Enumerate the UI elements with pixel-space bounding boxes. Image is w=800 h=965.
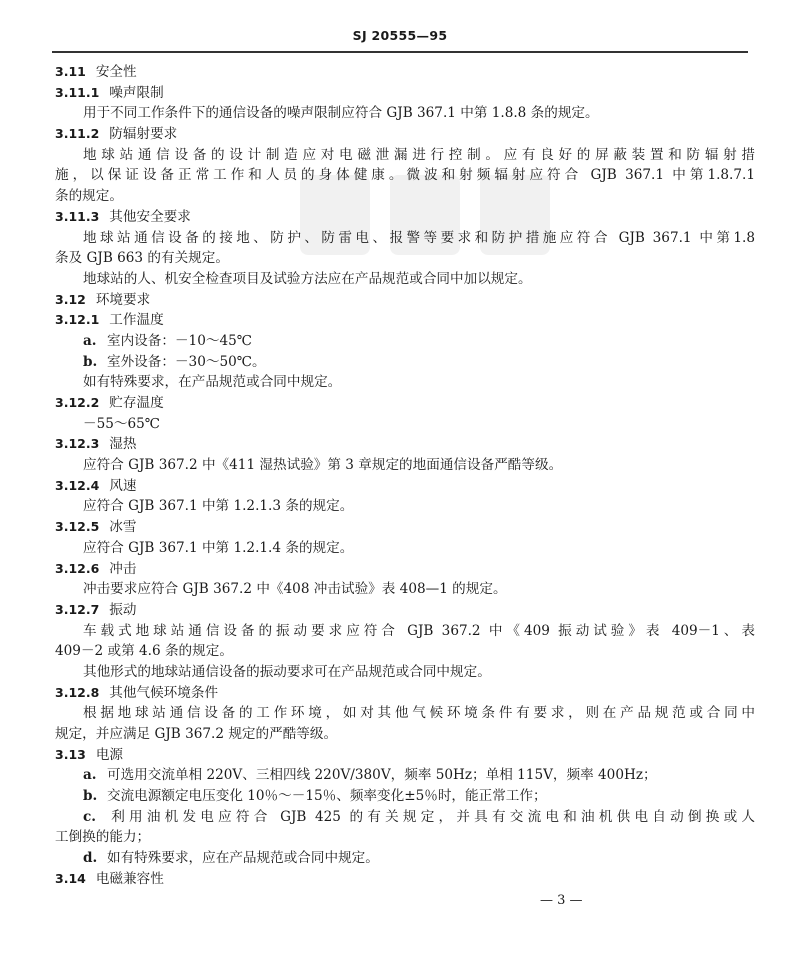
section-number: 3.14 [55,870,86,886]
section-number: 3.12.1 [55,312,100,328]
section-title: 湿热 [109,436,137,453]
paragraph: 根据地球站通信设备的工作环境，如对其他气候环境条件有要求，则在产品规范或合同中 [83,705,755,722]
section-number: 3.13 [55,746,86,762]
section-heading [55,559,755,580]
section-heading [55,393,755,414]
paragraph-continuation: 施，以保证设备正常工作和人员的身体健康。微波和射频辐射应符合 GJB 367.1 中第1.8.7.1 [55,167,755,184]
list-item [55,765,755,786]
document-header-code: SJ 20555—95 [352,28,448,43]
paragraph: 应符合 GJB 367.1 中第 1.2.1.4 条的规定。 [83,539,354,556]
list-item-text: 室内设备：－10～45℃ [107,332,252,349]
section-title: 环境要求 [95,291,151,308]
section-heading [55,310,755,331]
page-number: — 3 — [540,893,583,908]
list-item-text: 如有特殊要求，应在产品规范或合同中规定。 [107,850,379,867]
list-item-text: 室外设备：－30～50℃。 [107,353,266,370]
section-title: 工作温度 [109,312,164,329]
paragraph-continuation: 工倒换的能力； [55,829,151,846]
list-item [55,848,755,869]
list-item-text: 利用油机发电应符合 GJB 425 的有关规定，并具有交流电和油机供电自动倒换或人 [107,808,755,825]
section-title: 冲击 [109,560,137,577]
list-item [55,807,755,828]
list-item-text: 交流电源额定电压变化 10％～－15％、频率变化±5％时，能正常工作； [107,788,547,805]
list-item [55,331,755,352]
section-heading [55,83,755,104]
list-item-text: 可选用交流单相 220V、三相四线 220V/380V，频率 50Hz；单相 115V，频率 400Hz； [107,767,657,784]
section-title: 其他安全要求 [109,208,191,225]
paragraph: －55～65℃ [83,415,160,432]
section-heading [55,124,755,145]
section-number: 3.11 [55,64,86,79]
section-number: 3.12.7 [55,601,100,617]
section-title: 冰雪 [109,519,137,536]
section-title: 风速 [109,477,137,494]
paragraph: 地球站通信设备的接地、防护、防雷电、报警等要求和防护措施应符合 GJB 367.1 中第1.8 [83,229,755,246]
section-number: 3.11.2 [55,126,100,142]
section-title: 电源 [95,746,124,763]
section-title: 防辐射要求 [109,126,178,143]
section-title: 振动 [109,601,137,618]
section-number: 3.12.3 [55,436,100,452]
paragraph: 如有特殊要求，在产品规范或合同中规定。 [83,374,342,391]
section-heading [55,683,755,704]
section-heading [55,476,755,497]
paragraph-continuation: 条及 GJB 663 的有关规定。 [55,250,229,267]
section-title: 其他气候环境条件 [109,684,219,701]
list-item-label: c. [83,808,97,825]
paragraph: 冲击要求应符合 GJB 367.2 中《408 冲击试验》表 408—1 的规定。 [83,581,507,598]
header-rule [52,51,748,53]
section-number: 3.11.1 [55,84,100,100]
paragraph-continuation: 409－2 或第 4.6 条的规定。 [55,643,233,660]
section-heading [55,290,755,311]
section-number: 3.11.3 [55,208,100,224]
paragraph: 地球站的人、机安全检查项目及试验方法应在产品规范或合同中加以规定。 [83,270,532,287]
section-title: 噪声限制 [109,84,164,101]
list-item [55,786,755,807]
list-item [55,352,755,373]
section-number: 3.12.8 [55,684,100,700]
section-heading [55,207,755,228]
paragraph: 其他形式的地球站通信设备的振动要求可在产品规范或合同中规定。 [83,663,491,680]
section-number: 3.12.2 [55,395,100,410]
paragraph-continuation: 条的规定。 [55,188,123,205]
list-item-label: b. [83,353,98,370]
section-heading [55,600,755,621]
list-item-label: a. [83,332,97,349]
document-body [55,62,755,890]
section-number: 3.12.5 [55,519,100,535]
paragraph: 车载式地球站通信设备的振动要求应符合 GJB 367.2 中《409 振动试验》表 409－1、表 [83,622,755,639]
section-number: 3.12.6 [55,560,100,576]
section-title: 安全性 [95,64,137,80]
section-number: 3.12.4 [55,477,100,493]
paragraph-continuation: 规定，并应满足 GJB 367.2 规定的严酷等级。 [55,726,338,742]
paragraph: 应符合 GJB 367.1 中第 1.2.1.3 条的规定。 [83,498,354,515]
section-heading [55,62,755,83]
section-number: 3.12 [55,291,86,307]
list-item-label: d. [83,850,98,867]
paragraph: 地球站通信设备的设计制造应对电磁泄漏进行控制。应有良好的屏蔽装置和防辐射措 [83,146,755,163]
paragraph: 用于不同工作条件下的通信设备的噪声限制应符合 GJB 367.1 中第 1.8.8 条的规定。 [83,105,599,122]
section-title: 贮存温度 [109,395,164,411]
section-heading [55,517,755,538]
paragraph: 应符合 GJB 367.2 中《411 湿热试验》第 3 章规定的地面通信设备严酷等级。 [83,457,563,474]
list-item-label: b. [83,788,98,805]
list-item-label: a. [83,767,97,784]
section-title: 电磁兼容性 [95,870,164,887]
section-heading [55,745,755,766]
section-heading [55,434,755,455]
section-heading [55,869,755,890]
